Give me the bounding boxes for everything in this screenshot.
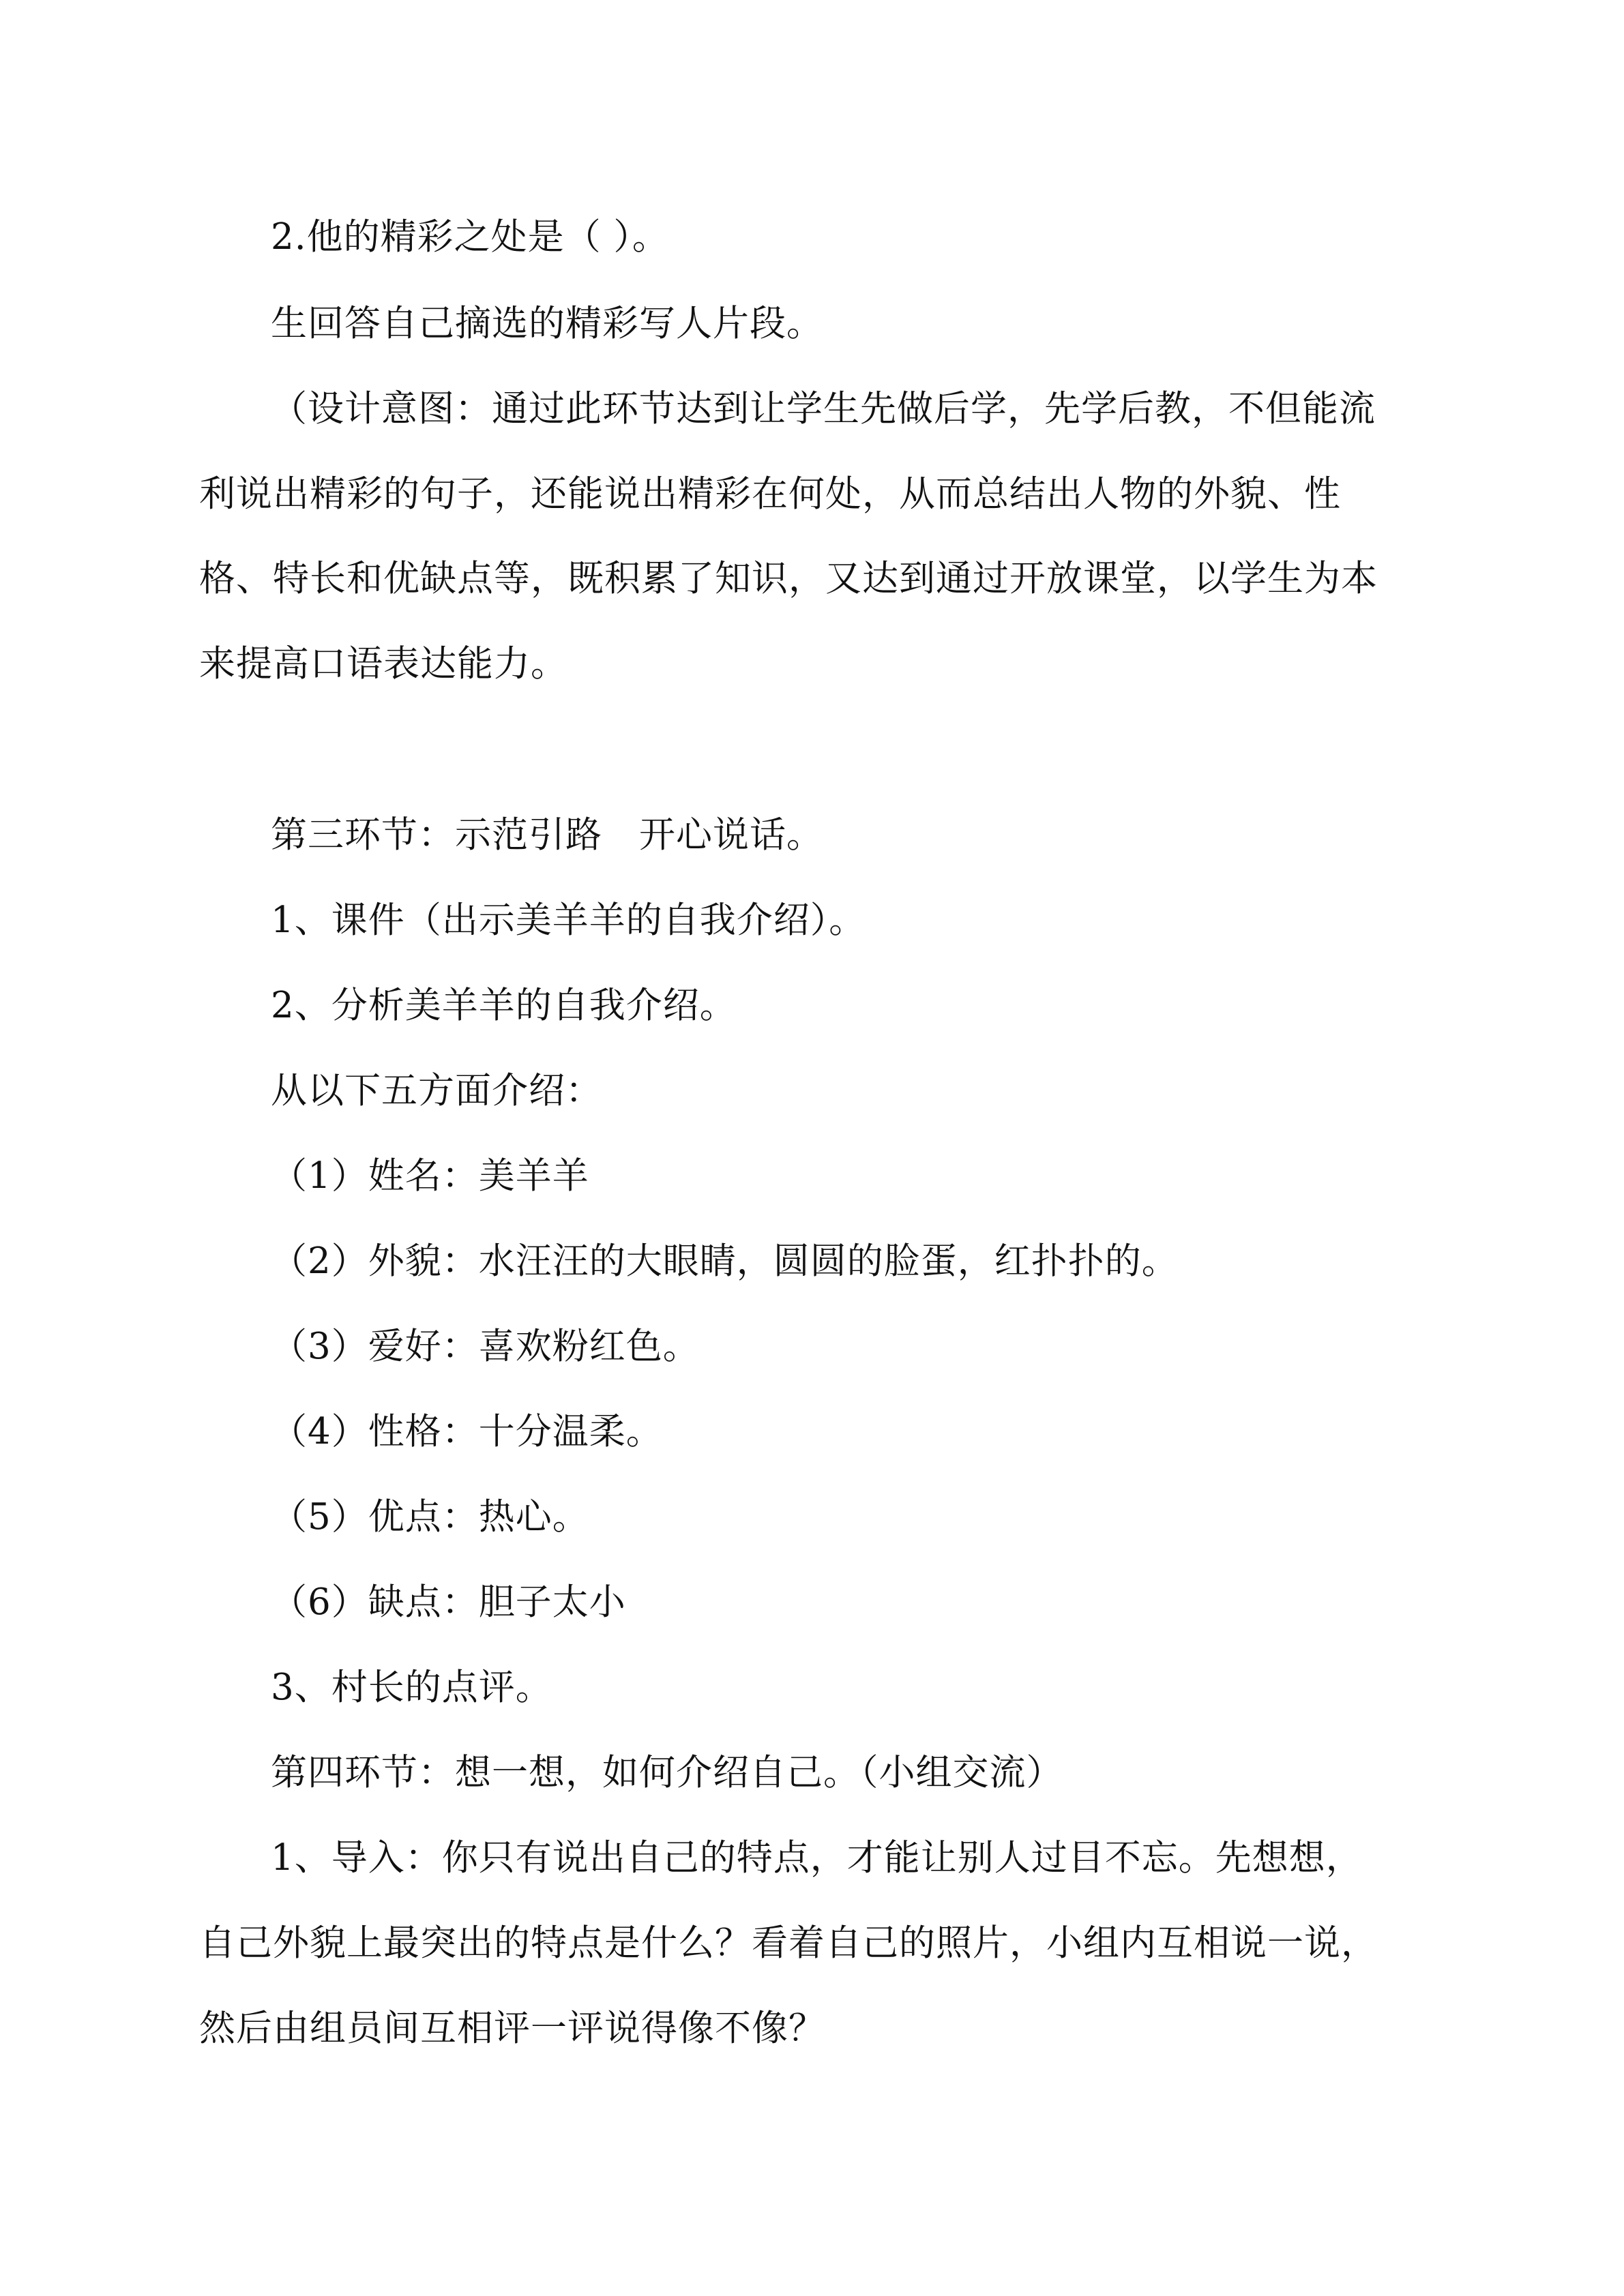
list-item: （6）缺点：胆子太小 [271,1581,626,1623]
paragraph-line: 然后由组员间互相评一评说得像不像？ [199,2008,825,2049]
paragraph-line: 从以下五方面介绍： [271,1070,602,1112]
list-item: （2）外貌：水汪汪的大眼睛，圆圆的脸蛋，红扑扑的。 [271,1240,1179,1282]
paragraph-line: 自己外貌上最突出的特点是什么？看着自己的照片，小组内互相说一说， [199,1922,1378,1964]
design-intent-line: （设计意图：通过此环节达到让学生先做后学，先学后教，不但能流 [271,388,1376,430]
list-item: 2、分析美羊羊的自我介绍。 [271,985,737,1026]
list-item: （4）性格：十分温柔。 [271,1411,663,1452]
paragraph-line: 1、导入：你只有说出自己的特点，才能让别人过目不忘。先想想， [271,1837,1363,1879]
design-intent-line: 格、特长和优缺点等，既积累了知识，又达到通过开放课堂，以学生为本 [199,558,1378,599]
section-heading: 第四环节：想一想，如何介绍自己。（小组交流） [271,1752,1063,1793]
design-intent-line: 来提高口语表达能力。 [199,643,567,685]
list-item: （5）优点：热心。 [271,1496,589,1538]
section-heading: 第三环节：示范引路 开心说话。 [271,814,823,856]
list-item: 3、村长的点评。 [271,1667,552,1708]
list-item: 1、课件（出示美羊羊的自我介绍）。 [271,899,866,941]
paragraph-line: 生回答自己摘选的精彩写人片段。 [271,303,823,344]
list-item: （3）爱好：喜欢粉红色。 [271,1326,700,1367]
design-intent-line: 利说出精彩的句子，还能说出精彩在何处，从而总结出人物的外貌、性 [199,473,1341,515]
fill-in-line: 2.他的精彩之处是（ ）。 [271,216,669,258]
list-item: （1）姓名：美羊羊 [271,1155,589,1197]
